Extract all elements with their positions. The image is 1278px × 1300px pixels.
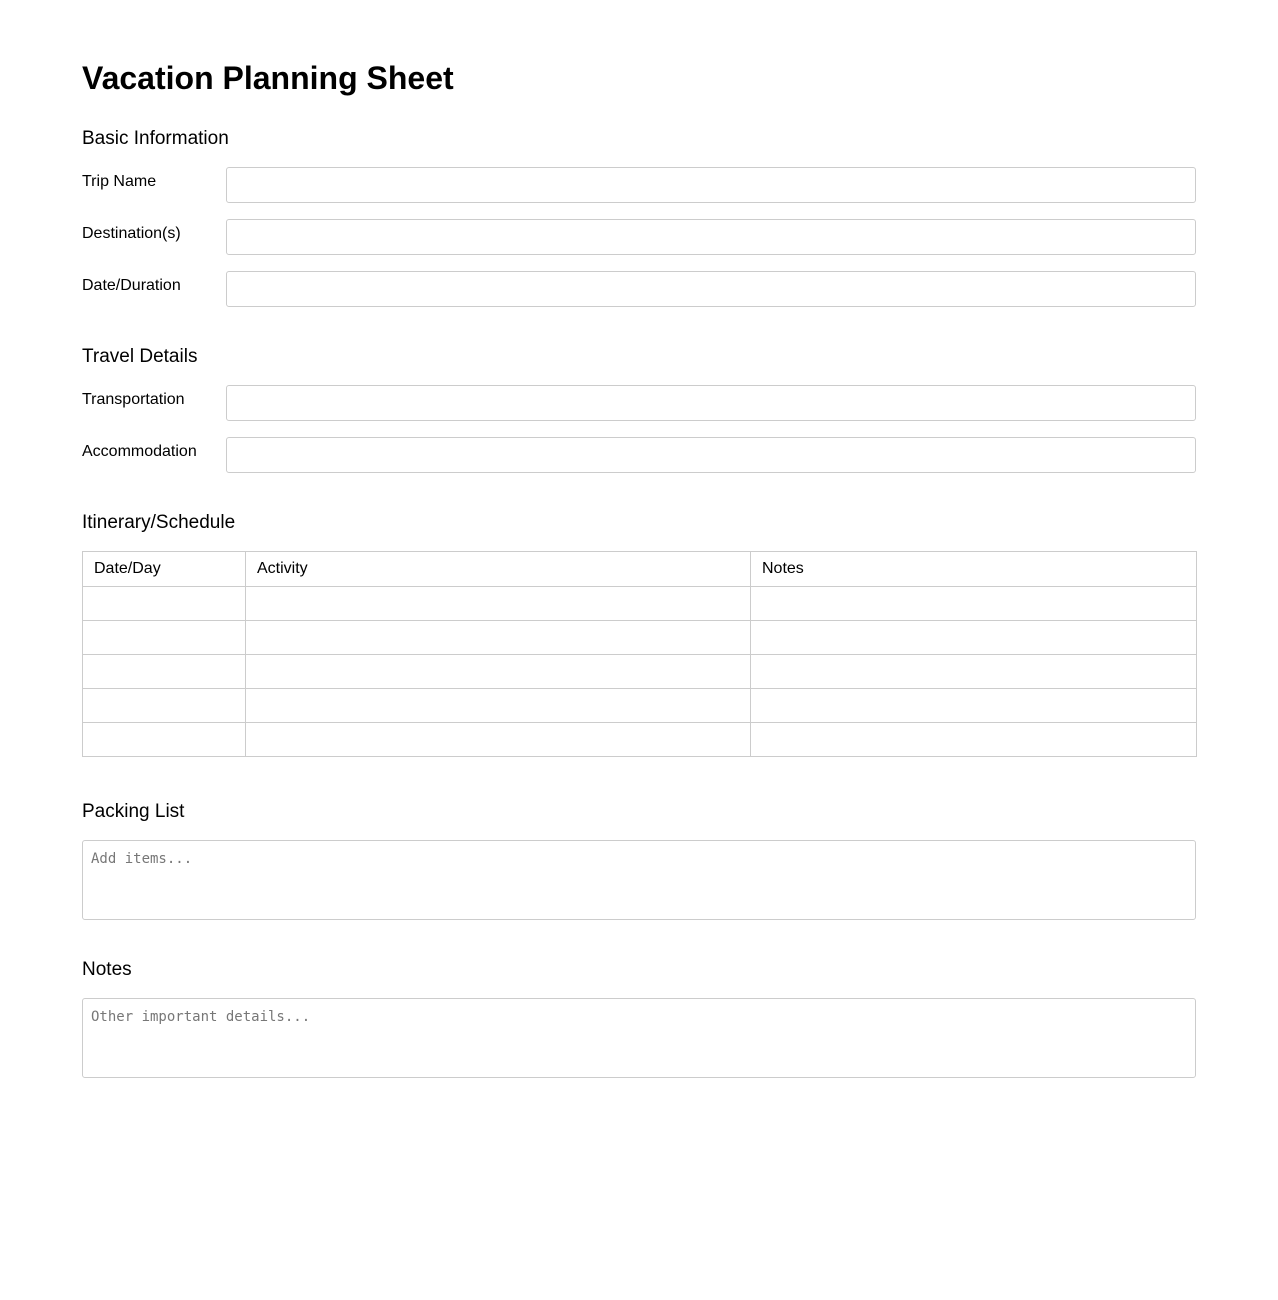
destinations-input[interactable]	[226, 219, 1196, 255]
cell-date-day[interactable]	[83, 587, 246, 621]
cell-activity[interactable]	[246, 655, 751, 689]
itinerary-header-row	[83, 552, 1197, 587]
cell-date-day[interactable]	[83, 723, 246, 757]
trip-name-label: Trip Name	[82, 173, 157, 190]
cell-notes[interactable]	[751, 689, 1197, 723]
transportation-input[interactable]	[226, 385, 1196, 421]
column-header-activity: Activity	[246, 552, 751, 587]
table-row	[83, 689, 1197, 723]
destinations-label: Destination(s)	[82, 225, 181, 242]
table-row	[83, 655, 1197, 689]
packing-list-textarea[interactable]	[82, 840, 1196, 920]
trip-name-input[interactable]	[226, 167, 1196, 203]
cell-activity[interactable]	[246, 587, 751, 621]
cell-date-day[interactable]	[83, 621, 246, 655]
date-duration-input[interactable]	[226, 271, 1196, 307]
section-title-travel-details: Travel Details	[82, 346, 198, 367]
accommodation-input[interactable]	[226, 437, 1196, 473]
notes-textarea[interactable]	[82, 998, 1196, 1078]
section-title-itinerary: Itinerary/Schedule	[82, 512, 236, 533]
column-header-date-day: Date/Day	[83, 552, 246, 587]
cell-date-day[interactable]	[83, 655, 246, 689]
cell-notes[interactable]	[751, 587, 1197, 621]
date-duration-label: Date/Duration	[82, 277, 181, 294]
table-row	[83, 621, 1197, 655]
transportation-label: Transportation	[82, 391, 185, 408]
cell-notes[interactable]	[751, 655, 1197, 689]
cell-activity[interactable]	[246, 723, 751, 757]
cell-date-day[interactable]	[83, 689, 246, 723]
cell-notes[interactable]	[751, 621, 1197, 655]
cell-activity[interactable]	[246, 689, 751, 723]
table-row	[83, 587, 1197, 621]
section-title-basic-information: Basic Information	[82, 128, 229, 149]
cell-notes[interactable]	[751, 723, 1197, 757]
accommodation-label: Accommodation	[82, 443, 197, 460]
section-title-notes: Notes	[82, 959, 132, 980]
table-row	[83, 723, 1197, 757]
cell-activity[interactable]	[246, 621, 751, 655]
column-header-notes: Notes	[751, 552, 1197, 587]
page-title: Vacation Planning Sheet	[82, 60, 454, 96]
itinerary-table	[82, 551, 1197, 757]
section-title-packing-list: Packing List	[82, 801, 185, 822]
